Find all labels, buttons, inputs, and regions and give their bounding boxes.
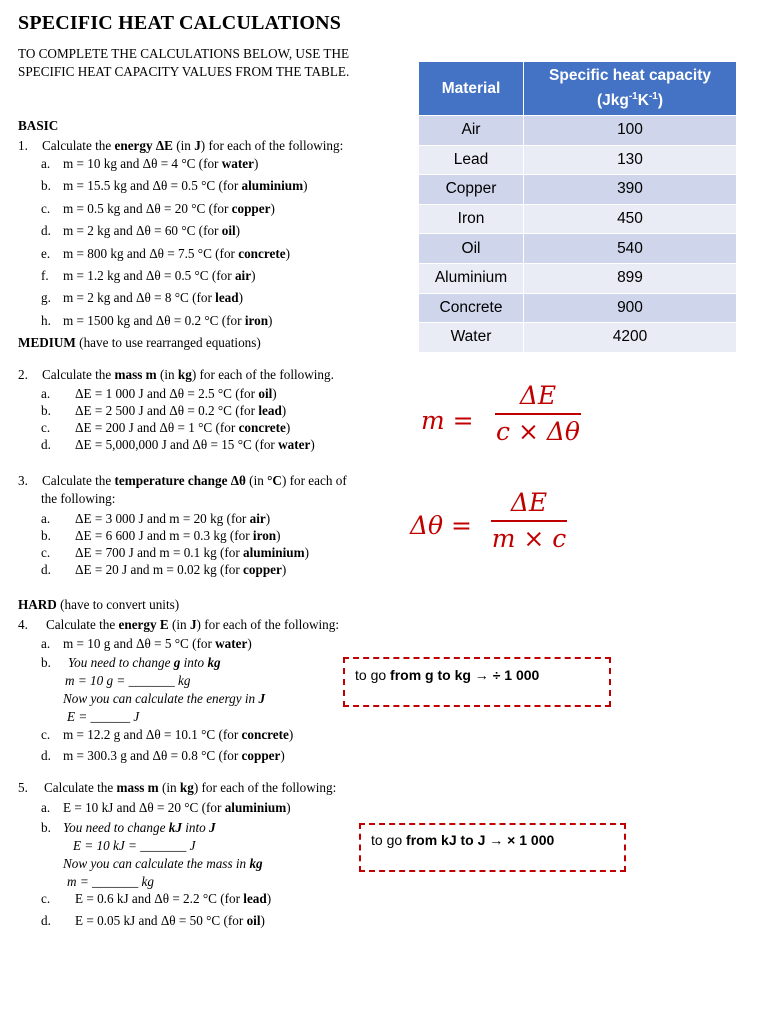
intro-text: TO COMPLETE THE CALCULATIONS BELOW, USE THE SPECIFIC HEAT CAPACITY VALUES FROM THE TABLE. (18, 46, 350, 79)
q5b-answer-line: m = _______ kg (67, 874, 154, 889)
fraction-bar (495, 413, 581, 415)
question-3: 3. Calculate the temperature change Δθ (in °C) for each of (18, 473, 347, 488)
table-row (419, 323, 736, 352)
fraction-bar (491, 520, 567, 522)
q4b-answer-line: E = ______ J (67, 709, 140, 724)
table-header-row (419, 62, 736, 116)
list-item: c. ΔE = 200 J and Δθ = 1 °C (for concrete) (41, 420, 291, 435)
formula-temp-denominator: m × c (491, 523, 567, 553)
list-item: c. m = 0.5 kg and Δθ = 20 °C (for copper) (41, 201, 275, 216)
capacity-cell: 899 (524, 263, 737, 293)
question-3-line2: the following: (41, 491, 116, 506)
capacity-cell: 130 (524, 145, 737, 175)
list-item: d. m = 300.3 g and Δθ = 0.8 °C (for copper) (41, 748, 285, 763)
specific-heat-table (419, 62, 736, 352)
medium-heading: MEDIUM (have to use rearranged equations) (18, 335, 261, 350)
q5b-conversion-line: E = 10 kJ = _______ J (73, 838, 196, 853)
list-item: a. m = 10 g and Δθ = 5 °C (for water) (41, 636, 252, 651)
capacity-cell: 4200 (524, 323, 737, 352)
q4b-instruction-line: Now you can calculate the energy in J (63, 691, 266, 706)
q4b-conversion-line: m = 10 g = _______ kg (65, 673, 191, 688)
formula-temp-fraction (490, 488, 568, 553)
table-row (419, 116, 736, 146)
material-cell: Iron (419, 204, 524, 234)
list-item: g. m = 2 kg and Δθ = 8 °C (for lead) (41, 290, 244, 305)
list-item: a. ΔE = 1 000 J and Δθ = 2.5 °C (for oil) (41, 386, 277, 401)
list-item: c. ΔE = 700 J and m = 0.1 kg (for aluminium) (41, 545, 309, 560)
hard-heading: HARD (have to convert units) (18, 597, 180, 612)
question-1: 1. Calculate the energy ΔE (in J) for each of the following: (18, 138, 344, 153)
list-item: d. ΔE = 5,000,000 J and Δθ = 15 °C (for water) (41, 437, 315, 452)
formula-mass-numerator: ΔE (519, 381, 557, 410)
question-2: 2. Calculate the mass m (in kg) for each of the following. (18, 367, 334, 382)
capacity-cell: 100 (524, 116, 737, 146)
list-item: a. ΔE = 3 000 J and m = 20 kg (for air) (41, 511, 271, 526)
material-cell: Aluminium (419, 263, 524, 293)
formula-temp-lhs: Δθ = (410, 511, 472, 540)
question-4: 4. Calculate the energy E (in J) for each of the following: (18, 617, 339, 632)
capacity-cell: 540 (524, 234, 737, 264)
list-item: a. m = 10 kg and Δθ = 4 °C (for water) (41, 156, 259, 171)
material-cell: Concrete (419, 293, 524, 323)
q5b-instruction-line: Now you can calculate the mass in kg (63, 856, 263, 871)
material-cell: Oil (419, 234, 524, 264)
header-specific-heat: Specific heat capacity $(Jkg^{-1}K^{-1})$ (524, 62, 737, 116)
basic-heading: BASIC (18, 118, 59, 133)
material-cell: Lead (419, 145, 524, 175)
hint-box-g-to-kg: to go from g to kg → ÷ 1 000 (343, 657, 611, 707)
capacity-cell: 390 (524, 175, 737, 205)
table-row (419, 263, 736, 293)
table-row (419, 204, 736, 234)
list-item: c. E = 0.6 kJ and Δθ = 2.2 °C (for lead) (41, 891, 272, 906)
list-item: b. m = 15.5 kg and Δθ = 0.5 °C (for aluminium) (41, 178, 308, 193)
material-cell: Air (419, 116, 524, 146)
header-material: Material (419, 62, 524, 116)
list-item: b. ΔE = 2 500 J and Δθ = 0.2 °C (for lead) (41, 403, 287, 418)
material-cell: Water (419, 323, 524, 352)
list-item: h. m = 1500 kg and Δθ = 0.2 °C (for iron) (41, 313, 273, 328)
list-item: e. m = 800 kg and Δθ = 7.5 °C (for concrete) (41, 246, 290, 261)
capacity-cell: 900 (524, 293, 737, 323)
table-row (419, 145, 736, 175)
list-item: f. m = 1.2 kg and Δθ = 0.5 °C (for air) (41, 268, 256, 283)
table-row (419, 293, 736, 323)
material-cell: Copper (419, 175, 524, 205)
question-5: 5. Calculate the mass m (in kg) for each of the following: (18, 780, 337, 795)
list-item: d. ΔE = 20 J and m = 0.02 kg (for copper) (41, 562, 287, 577)
list-item: b. You need to change g into kg (41, 655, 221, 670)
formula-mass-fraction (492, 381, 584, 446)
list-item: d. E = 0.05 kJ and Δθ = 50 °C (for oil) (41, 913, 265, 928)
formula-temp-numerator: ΔE (510, 488, 548, 517)
table-row (419, 234, 736, 264)
list-item: b. You need to change kJ into J (41, 820, 216, 835)
formula-mass-lhs: m = (421, 406, 474, 435)
list-item: c. m = 12.2 g and Δθ = 10.1 °C (for concrete) (41, 727, 294, 742)
capacity-cell: 450 (524, 204, 737, 234)
list-item: a. E = 10 kJ and Δθ = 20 °C (for aluminium) (41, 800, 291, 815)
page-title: SPECIFIC HEAT CALCULATIONS (18, 12, 342, 34)
list-item: d. m = 2 kg and Δθ = 60 °C (for oil) (41, 223, 241, 238)
hint-box-kj-to-j: to go from kJ to J → × 1 000 (359, 823, 626, 872)
list-item: b. ΔE = 6 600 J and m = 0.3 kg (for iron) (41, 528, 281, 543)
table-row (419, 175, 736, 205)
formula-mass-denominator: c × Δθ (496, 416, 580, 446)
